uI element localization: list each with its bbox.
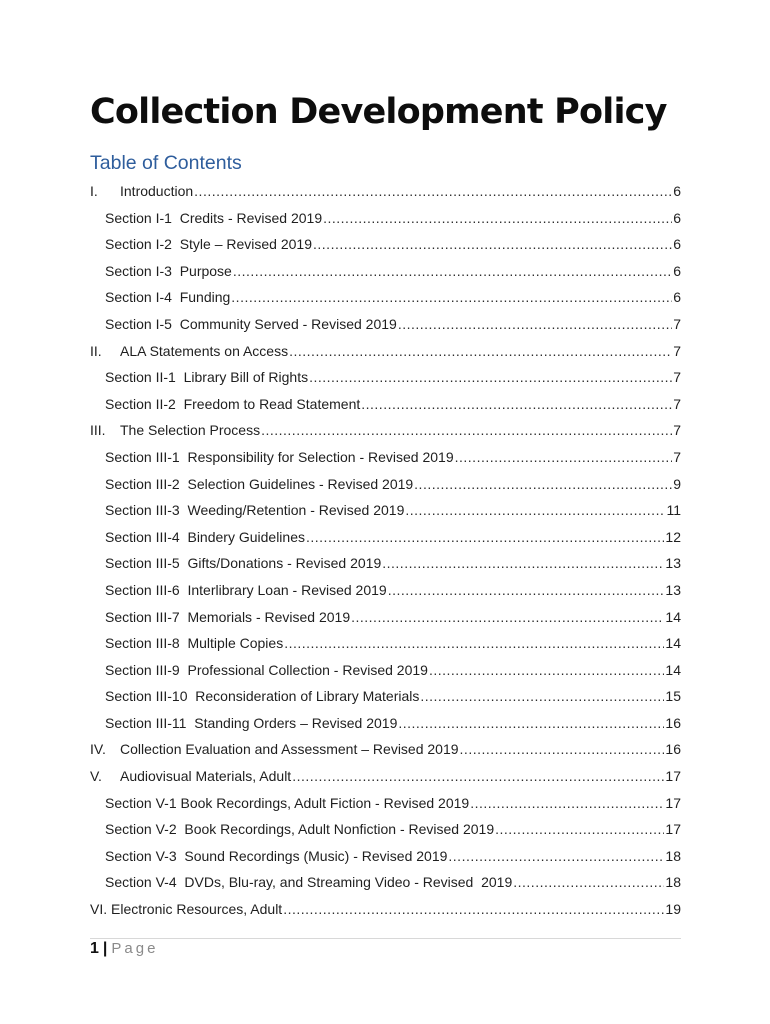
toc-dot-leader (405, 497, 665, 524)
toc-dot-leader (455, 444, 673, 471)
toc-dot-leader (388, 577, 665, 604)
footer-page-number: 1 (90, 940, 99, 957)
toc-entry[interactable] (90, 231, 681, 258)
toc-dot-leader (448, 843, 664, 870)
toc-entry-label (105, 311, 397, 338)
toc-entry[interactable] (90, 630, 681, 657)
toc-dot-leader (420, 683, 664, 710)
toc-entry[interactable] (90, 338, 681, 365)
toc-dot-leader (429, 657, 664, 684)
toc-entry-number: IV. (90, 741, 106, 758)
toc-entry-label (105, 869, 512, 896)
toc-entry-text: Section III-6 Interlibrary Loan - Revised 2019 (105, 581, 387, 598)
toc-entry-page: 6 (673, 236, 681, 253)
toc-entry-label (105, 577, 387, 604)
toc-entry-page: 6 (673, 183, 681, 199)
toc-entry-text: ALA Statements on Access (120, 342, 289, 359)
footer-page-label: Page (111, 940, 159, 957)
toc-entry-page: 7 (673, 369, 681, 386)
toc-entry-label (105, 683, 419, 710)
toc-dot-leader (261, 417, 672, 444)
toc-entry-page: 7 (673, 395, 681, 412)
footer-separator: | (102, 940, 108, 957)
toc-entry-text: Section V-4 DVDs, Blu-ray, and Streaming Video - Revised 2019 (105, 874, 513, 891)
toc-entry-text: Section III-5 Gifts/Donations - Revised 2019 (105, 555, 382, 572)
toc-entry-text: Section III-11 Standing Orders – Revised 2019 (105, 714, 398, 731)
toc-entry[interactable] (90, 763, 681, 790)
toc-entry-text: The Selection Process (120, 422, 261, 439)
toc-dot-leader (309, 364, 672, 391)
toc-dot-leader (460, 736, 665, 763)
toc-entry-text: Section III-8 Multiple Copies (105, 635, 284, 652)
toc-dot-leader (323, 205, 672, 232)
toc-entry-number: III. (90, 422, 106, 439)
toc-entry-text: Section V-1 Book Recordings, Adult Fiction - Revised 2019 (105, 794, 470, 811)
toc-entry-label (105, 657, 428, 684)
toc-dot-leader (283, 896, 664, 923)
toc-entry-page: 11 (666, 502, 681, 519)
toc-entry[interactable] (90, 736, 681, 763)
toc-dot-leader (414, 471, 672, 498)
toc-entry-text: Section III-10 Reconsideration of Library Materials (105, 688, 420, 705)
toc-entry-page: 13 (665, 555, 681, 572)
toc-entry[interactable] (90, 683, 681, 710)
toc-entry-label (105, 391, 360, 418)
toc-entry-page: 18 (665, 874, 681, 891)
toc-entry[interactable] (90, 896, 681, 923)
document-title: Collection Development Policy (90, 92, 667, 132)
toc-dot-leader (313, 231, 672, 258)
toc-entry-label (105, 364, 308, 391)
toc-entry-number: I. (90, 183, 98, 199)
toc-entry-page: 13 (665, 581, 681, 598)
toc-entry-text: Introduction (120, 183, 194, 199)
toc-dot-leader (231, 284, 672, 311)
toc-entry-label (105, 550, 381, 577)
toc-dot-leader (513, 869, 664, 896)
toc-entry-label (105, 205, 322, 232)
toc-entry[interactable] (90, 471, 681, 498)
toc-entry-page: 17 (665, 821, 681, 838)
toc-entry-page: 17 (665, 768, 681, 785)
toc-entry-page: 18 (665, 847, 681, 864)
toc-dot-leader (306, 524, 664, 551)
toc-entry-text: Section V-2 Book Recordings, Adult Nonfiction - Revised 2019 (105, 821, 495, 838)
toc-entry-label (105, 524, 305, 551)
toc-entry-label (105, 816, 494, 843)
toc-entry-label (105, 231, 312, 258)
toc-entry[interactable] (90, 364, 681, 391)
toc-entry-label (90, 338, 288, 365)
toc-entry[interactable] (90, 417, 681, 444)
toc-entry-page: 14 (665, 608, 681, 625)
toc-entry[interactable] (90, 178, 681, 205)
toc-entry-page: 14 (665, 635, 681, 652)
toc-entry[interactable] (90, 444, 681, 471)
toc-entry[interactable] (90, 710, 681, 737)
footer-divider (90, 938, 681, 939)
toc-dot-leader (398, 710, 664, 737)
toc-entry[interactable] (90, 843, 681, 870)
toc-entry[interactable] (90, 205, 681, 232)
toc-entry[interactable] (90, 604, 681, 631)
toc-entry-page: 16 (665, 714, 681, 731)
toc-entry-text: Section III-3 Weeding/Retention - Revised 2019 (105, 502, 405, 519)
toc-entry-page: 19 (665, 901, 681, 918)
toc-entry-page: 6 (673, 209, 681, 226)
toc-dot-leader (495, 816, 664, 843)
toc-entry-label (105, 630, 283, 657)
toc-entry-page: 17 (665, 794, 681, 811)
toc-dot-leader (194, 178, 672, 205)
toc-entry[interactable] (90, 577, 681, 604)
toc-entry-text: Section III-4 Bindery Guidelines (105, 528, 305, 545)
toc-entry[interactable] (90, 869, 681, 896)
toc-dot-leader (292, 763, 664, 790)
toc-entry-label (90, 178, 193, 205)
toc-dot-leader (361, 391, 672, 418)
toc-entry-page: 7 (673, 342, 681, 359)
toc-entry[interactable] (90, 550, 681, 577)
toc-entry[interactable] (90, 790, 681, 817)
toc-entry[interactable] (90, 284, 681, 311)
toc-entry-page: 7 (673, 448, 681, 465)
toc-entry-number: II. (90, 342, 102, 359)
toc-entry[interactable] (90, 391, 681, 418)
toc-entry-text: Section I-5 Community Served - Revised 2019 (105, 315, 397, 332)
toc-entry[interactable] (90, 258, 681, 285)
toc-entry-text: Section II-1 Library Bill of Rights (105, 369, 309, 386)
toc-dot-leader (351, 604, 664, 631)
page-footer (90, 940, 158, 958)
toc-entry[interactable] (90, 657, 681, 684)
toc-entry-page: 16 (665, 741, 681, 758)
toc-dot-leader (382, 550, 664, 577)
toc-entry-label (105, 790, 469, 817)
toc-entry-text: Section II-2 Freedom to Read Statement (105, 395, 361, 412)
toc-dot-leader (233, 258, 672, 285)
toc-entry-text: VI. Electronic Resources, Adult (90, 901, 283, 918)
toc-entry-page: 14 (665, 661, 681, 678)
toc-entry-label (105, 710, 397, 737)
toc-entry-label (90, 763, 291, 790)
toc-entry-text: Audiovisual Materials, Adult (120, 768, 292, 785)
toc-entry-label (105, 604, 350, 631)
toc-entry-text: Section III-1 Responsibility for Selection - Revised 2019 (105, 448, 454, 465)
toc-entry-label (105, 471, 413, 498)
toc-entry-text: Section I-1 Credits - Revised 2019 (105, 209, 323, 226)
toc-entry-page: 6 (673, 262, 681, 279)
toc-entry-text: Section III-9 Professional Collection - Revised 2019 (105, 661, 428, 678)
toc-entry[interactable] (90, 816, 681, 843)
toc-dot-leader (289, 338, 672, 365)
toc-entry-label (90, 896, 282, 923)
toc-entry-label (105, 258, 232, 285)
toc-entry-label (105, 497, 404, 524)
toc-entry-page: 12 (665, 528, 681, 545)
toc-dot-leader (398, 311, 672, 338)
toc-entry-text: Section III-7 Memorials - Revised 2019 (105, 608, 351, 625)
toc-entry[interactable] (90, 311, 681, 338)
toc-entry-label (105, 843, 447, 870)
table-of-contents (90, 178, 681, 923)
toc-entry-label (90, 417, 260, 444)
toc-dot-leader (284, 630, 664, 657)
toc-entry-text: Section I-3 Purpose (105, 262, 232, 279)
toc-entry-label (105, 444, 454, 471)
toc-entry-page: 7 (673, 315, 681, 332)
toc-entry-page: 15 (665, 688, 681, 705)
toc-entry-label (90, 736, 459, 763)
toc-entry-label (105, 284, 230, 311)
toc-entry-text: Section I-2 Style – Revised 2019 (105, 236, 313, 253)
toc-entry[interactable] (90, 524, 681, 551)
toc-heading: Table of Contents (90, 152, 242, 174)
toc-entry-number: V. (90, 768, 102, 785)
toc-entry-page: 9 (673, 475, 681, 492)
toc-entry-text: Section V-3 Sound Recordings (Music) - Revised 2019 (105, 847, 448, 864)
toc-entry-page: 7 (673, 422, 681, 439)
toc-entry-text: Section I-4 Funding (105, 289, 231, 306)
toc-entry-text: Section III-2 Selection Guidelines - Revised 2019 (105, 475, 414, 492)
toc-entry-page: 6 (673, 289, 681, 306)
toc-entry[interactable] (90, 497, 681, 524)
toc-dot-leader (470, 790, 664, 817)
toc-entry-text: Collection Evaluation and Assessment – Revised 2019 (120, 741, 459, 758)
